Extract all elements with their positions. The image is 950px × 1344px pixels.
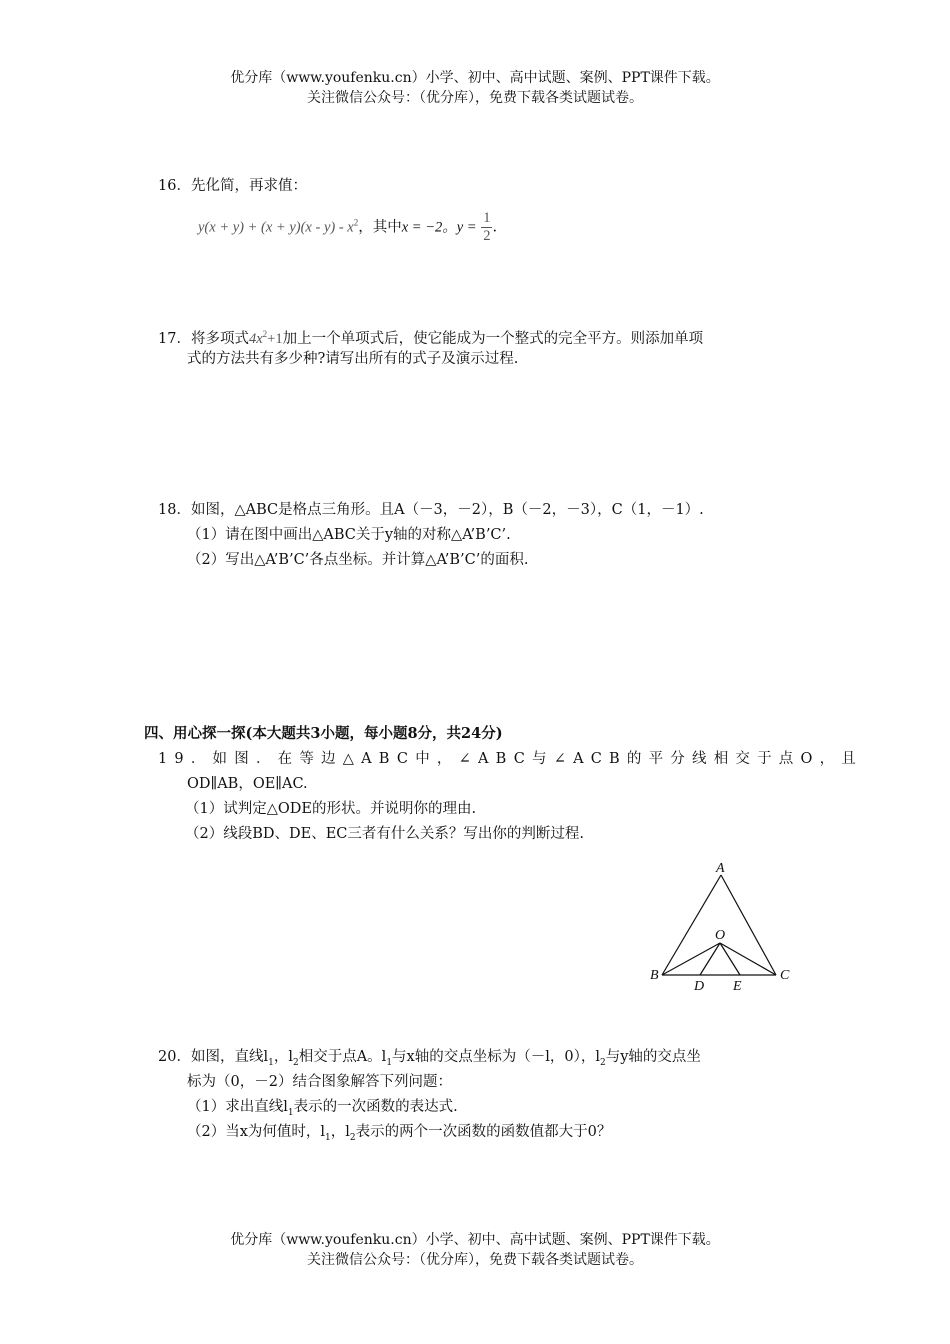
- q20-sub-e: 1: [287, 1107, 294, 1118]
- label-o: O: [715, 928, 726, 943]
- q17-text-1: 加上一个单项式后，使它能成为一个整式的完全平方。则添加单项: [282, 330, 704, 347]
- q20-l1-e: 与y轴的交点坐: [605, 1049, 701, 1065]
- label-e: E: [733, 979, 742, 994]
- q20-l4-b: ，l: [330, 1124, 350, 1140]
- q20-line-2: 标为（0，－2）结合图象解答下列问题：: [187, 1074, 452, 1090]
- q20-sub-d: 2: [599, 1057, 606, 1068]
- section-4-title: 四、用心探一探(本大题共3小题，每小题8分，共24分): [144, 725, 503, 742]
- q20-sub-g: 2: [349, 1132, 356, 1143]
- q20-sub-c: 1: [386, 1057, 393, 1068]
- q18-line-1: 18．如图，△ABC是格点三角形。且A（－3，－2），B（－2，－3），C（1，－1）.: [158, 502, 704, 518]
- side-ab: [662, 875, 721, 975]
- q17-poly-sup: 2: [262, 329, 268, 339]
- q20-l3-b: 表示的一次函数的表达式.: [293, 1099, 458, 1115]
- footer-line-1: 优分库（www.youfenku.cn）小学、初中、高中试题、案例、PPT课件下载。: [230, 1232, 720, 1248]
- q20-l1-c: 相交于点A。l: [298, 1049, 387, 1065]
- footer-line-2: 关注微信公众号：（优分库），免费下载各类试题试卷。: [307, 1252, 643, 1268]
- q16-title: 16．先化简，再求值：: [158, 178, 307, 194]
- q20-line-4: [187, 1120, 611, 1150]
- q17-line-2: 式的方法共有多少种?请写出所有的式子及演示过程.: [187, 351, 519, 367]
- side-ac: [721, 875, 776, 975]
- q16-expr-sup: 2: [353, 217, 359, 228]
- label-d: D: [694, 979, 705, 994]
- q19-line-3: （1）试判定△ODE的形状。并说明你的理由.: [185, 801, 477, 817]
- q16-expression: [198, 210, 497, 245]
- q16-fraction: [481, 210, 492, 245]
- q20-sub-a: 1: [268, 1057, 274, 1068]
- label-a: A: [716, 861, 725, 876]
- q20-sub-f: 1: [325, 1132, 331, 1143]
- q20-l3-a: （1）求出直线l: [187, 1099, 288, 1115]
- q18-line-2: （1）请在图中画出△ABC关于y轴的对称△A’B’C’.: [187, 527, 511, 543]
- q16-frac-num: 1: [483, 210, 491, 226]
- q19-line-1: 19．如图．在等边△ABC中，∠ABC与∠ACB的平分线相交于点O，且: [158, 751, 863, 767]
- q16-expr: y(x + y) + (x + y)(x - y) - x: [198, 219, 354, 236]
- header-line-2: 关注微信公众号：（优分库），免费下载各类试题试卷。: [307, 90, 643, 106]
- q16-end: .: [492, 219, 498, 236]
- q16-mid: ，其中: [358, 219, 402, 236]
- q20-l1-d: 与x轴的交点坐标为（－l，0），l: [392, 1049, 600, 1065]
- q19-line-2: OD∥AB，OE∥AC.: [187, 776, 308, 792]
- q17-poly-a: 4x: [248, 330, 263, 347]
- q18-line-3: （2）写出△A’B’C’各点坐标。并计算△A’B’C’的面积.: [187, 552, 529, 568]
- segment-bo: [662, 943, 720, 975]
- q16-frac-den: 2: [483, 228, 491, 244]
- q20-l1-a: 20．如图，直线l: [158, 1049, 269, 1065]
- q20-l1-b: ，l: [273, 1049, 293, 1065]
- label-c: C: [780, 968, 790, 983]
- q17-poly-b: +1: [267, 330, 283, 347]
- q20-l4-c: 表示的两个一次函数的函数值都大于0？: [355, 1124, 612, 1140]
- q16-cond: x = −2。y =: [401, 219, 477, 236]
- segment-oe: [720, 943, 740, 975]
- segment-od: [700, 943, 720, 975]
- header-line-1: 优分库（www.youfenku.cn）小学、初中、高中试题、案例、PPT课件下载。: [230, 70, 720, 86]
- q20-sub-b: 2: [292, 1057, 299, 1068]
- q19-triangle-figure: [640, 855, 810, 1000]
- q17-prefix: 17．将多项式: [158, 330, 249, 347]
- q20-l4-a: （2）当x为何值时，l: [187, 1124, 326, 1140]
- label-b: B: [650, 968, 659, 983]
- q19-line-4: （2）线段BD、DE、EC三者有什么关系？写出你的判断过程.: [185, 826, 585, 842]
